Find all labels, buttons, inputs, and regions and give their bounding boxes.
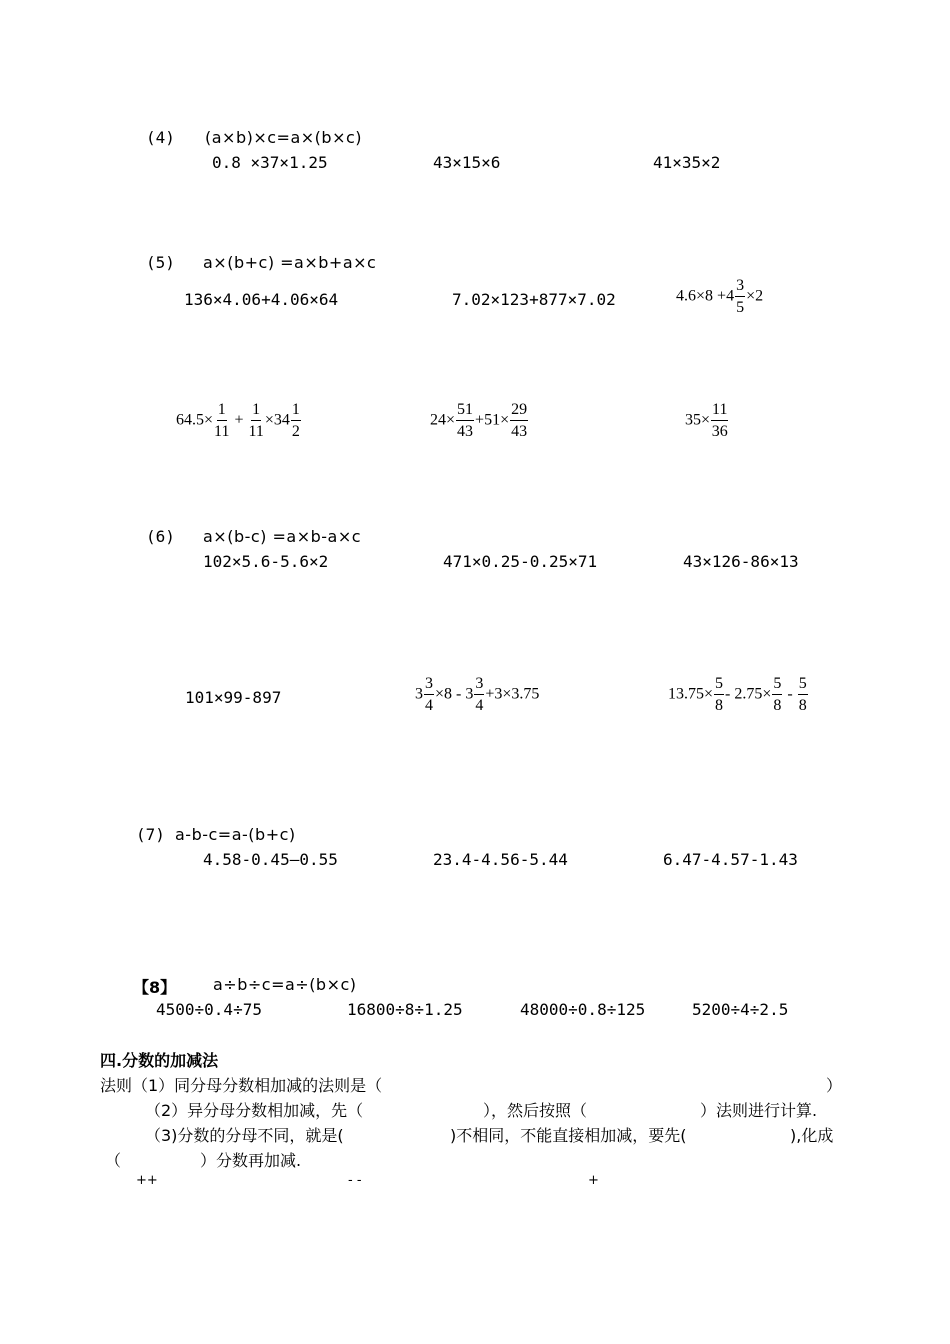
section-7-number: (7) [136,825,165,844]
section-6-problem-4: 101×99-897 [185,688,282,707]
section-6-problem-6: 13.75× $\frac{5}{8}$ - 2.75× $\frac{5}{8}$ - $\frac{5}{8}$ [668,675,807,714]
section-8-rule: a÷b÷c=a÷(b×c) [213,975,357,994]
section-4-problem-3: 41×35×2 [653,153,721,172]
section-7-problem-1: 4.58-0.45—0.55 [203,850,338,869]
section-6-number: (6) [146,527,175,546]
section-6-problem-2: 471×0.25-0.25×71 [443,552,598,571]
section-5-rule: a×(b+c) =a×b+a×c [203,253,377,272]
section-5-problem-3: 4.6×8 +4 $\frac{3}{5}$ ×2 [676,277,764,316]
section-8-problem-2: 16800÷8÷1.25 [347,1000,463,1019]
section-4-number: (4) [146,128,175,147]
section-7-problem-3: 6.47-4.57-1.43 [663,850,798,869]
section-5-problem-2: 7.02×123+877×7.02 [452,290,616,309]
section-8-number: 【8】 [133,978,177,997]
rule-line-3-start: （3)分数的分母不同，就是( [145,1126,344,1145]
rule-line-4-end: ）分数再加减. [200,1151,302,1170]
section-6-problem-1: 102×5.6-5.6×2 [203,552,329,571]
section-4-problem-2: 43×15×6 [433,153,501,172]
section-6-problem-3: 43×126-86×13 [683,552,799,571]
section-8-problem-3: 48000÷0.8÷125 [520,1000,646,1019]
section-7-problem-2: 23.4-4.56-5.44 [433,850,568,869]
section-5-number: (5) [146,253,175,272]
section-5-problem-1: 136×4.06+4.06×64 [184,290,339,309]
rule-line-2-start: （2）异分母分数相加减，先（ [145,1101,364,1120]
section-8-problem-4: 5200÷4÷2.5 [692,1000,789,1019]
rule-line-3-mid: )不相同，不能直接相加减，要先( [450,1126,687,1145]
rule-line-4-start: （ [105,1151,122,1170]
section-5-problem-4: 64.5× $\frac{1}{11}$ + $\frac{1}{11}$ ×34 $\frac{1}{2}$ [176,401,300,440]
rule-line-1-start: 法则（1）同分母分数相加减的法则是（ [100,1076,383,1095]
stray-mark-1: ++ [136,1173,158,1188]
rule-line-3-end: ),化成 [790,1126,834,1145]
section-4-rule: (a×b)×c=a×(b×c) [205,128,363,147]
section-4-problem-1: 0.8 ×37×1.25 [212,153,328,172]
section-5-problem-6: 35× $\frac{11}{36}$ [685,401,728,440]
stray-mark-2: - - [348,1173,362,1188]
part-4-title: 四.分数的加减法 [100,1051,219,1070]
stray-mark-3: + [588,1173,599,1188]
section-6-problem-5: 3 $\frac{3}{4}$ ×8 - 3 $\frac{3}{4}$ +3×3.75 [415,675,540,714]
rule-line-1-end: ） [826,1076,843,1095]
section-8-problem-1: 4500÷0.4÷75 [156,1000,262,1019]
rule-line-2-end: ）法则进行计算. [700,1101,818,1120]
section-7-rule: a-b-c=a-(b+c) [175,825,296,844]
section-5-problem-5: 24× $\frac{51}{43}$ +51× $\frac{29}{43}$ [430,401,528,440]
section-6-rule: a×(b-c) =a×b-a×c [203,527,362,546]
rule-line-2-mid: ），然后按照（ [483,1101,588,1120]
